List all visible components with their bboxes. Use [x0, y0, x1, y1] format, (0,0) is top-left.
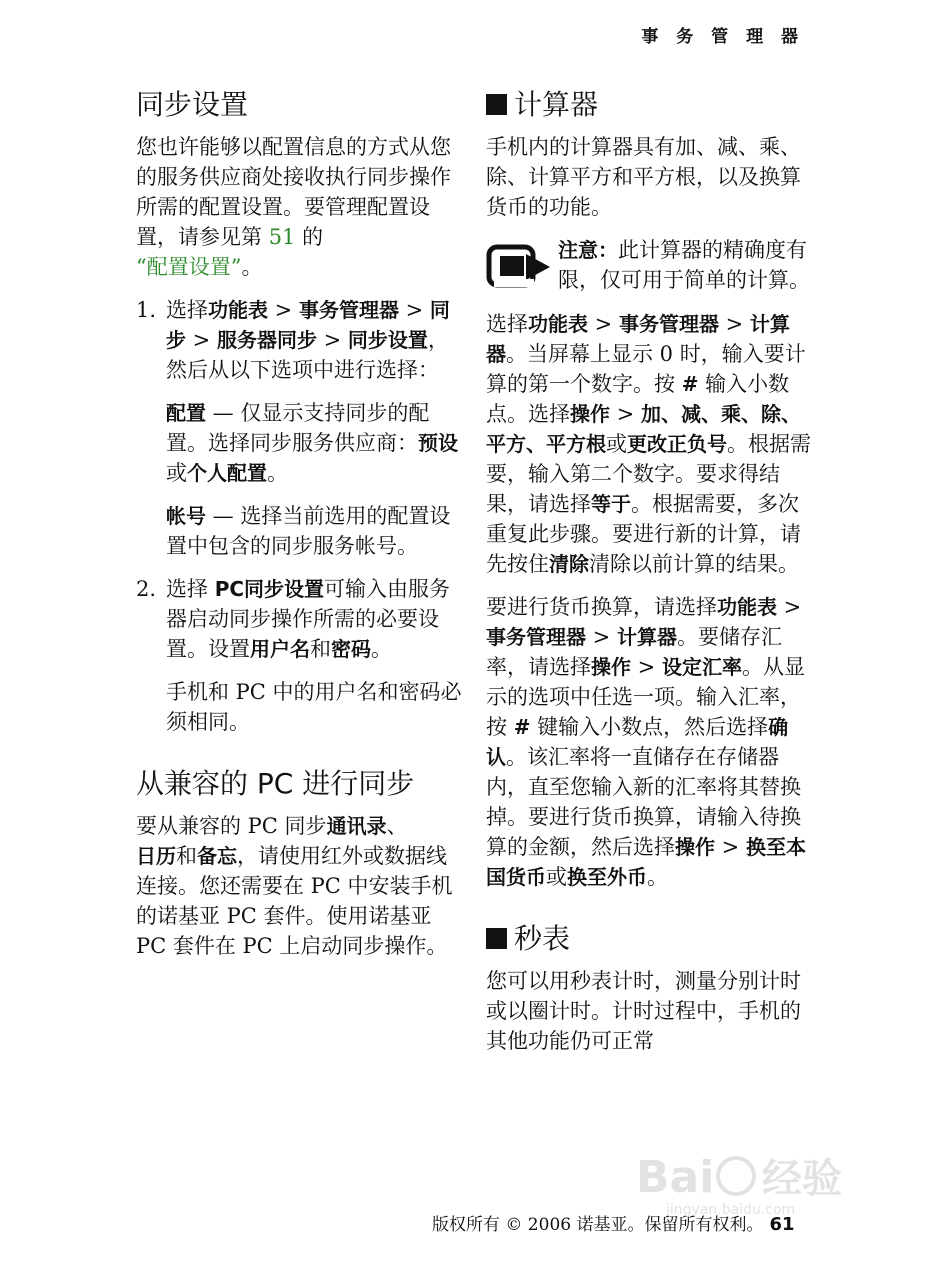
- step-2-note: 手机和 PC 中的用户名和密码必须相同。: [166, 680, 462, 734]
- copyright-text: 版权所有 © 2006 诺基亚。保留所有权利。: [432, 1215, 764, 1235]
- calculator-heading: 计算器: [486, 86, 816, 124]
- note-label: 注意：: [558, 238, 618, 262]
- running-header: 事 务 管 理 器: [641, 27, 804, 47]
- currency-conversion: 要进行货币换算，请选择功能表 > 事务管理器 > 计算器。要储存汇率，请选择操作 > 设定汇率。从显示的选项中任选一项。输入汇率，按 # 键输入小数点，然后选择确认。该汇率将一直储存在存储器内，直至您输入新的汇率将其替换掉。要进行货币换算，请输入待换算的金额，然后选择操作 > 换至本国货币或换至外币。: [486, 595, 806, 889]
- calculator-note: [486, 235, 816, 295]
- sync-term: 同步: [166, 298, 450, 352]
- step-number: 2.: [136, 577, 157, 601]
- step-number: 1.: [136, 298, 157, 322]
- option-config: 配置 — 仅显示支持同步的配置。选择同步服务供应商：预设或个人配置。: [166, 401, 458, 485]
- option-account: 帐号 — 选择当前选用的配置设置中包含的同步服务帐号。: [166, 504, 451, 558]
- pc-sync-text: 要从兼容的 PC 同步通讯录、 日历和备忘，请使用红外或数据线连接。您还需要在 PC 中安装手机的诺基亚 PC 套件。使用诺基亚 PC 套件在 PC 上启动同步操作。: [136, 814, 453, 958]
- right-column: [486, 86, 816, 1069]
- left-column: [136, 86, 466, 974]
- server-sync-term: 服务器同步: [216, 328, 317, 352]
- page-ref-link[interactable]: 51: [268, 225, 296, 249]
- svg-text:经验: 经验: [762, 1156, 842, 1202]
- sync-settings-term: 同步设置: [347, 328, 428, 352]
- page-number: 61: [769, 1214, 795, 1235]
- step-1: 1. 选择功能表 > 事务管理器 > 同步 > 服务器同步 > 同步设置，然后从以下选项中进行选择：: [136, 295, 466, 385]
- page-footer: [432, 1210, 795, 1235]
- sync-settings-heading: 同步设置: [136, 88, 249, 121]
- stopwatch-heading: 秒表: [486, 920, 816, 958]
- calculator-usage: 选择功能表 > 事务管理器 > 计算器。当屏幕上显示 0 时，输入要计算的第一个数字。按 # 输入小数点。选择操作 > 加、减、乘、除、平方、平方根或更改正负号。根据需要，输入第二个数字。要求得结果，请选择等于。根据需要，多次重复此步骤。要进行新的计算，请先按住清除清除以前计算的结果。: [486, 312, 811, 576]
- stopwatch-text: 您可以用秒表计时，测量分别计时或以圈计时。计时过程中，手机的其他功能仍可正常: [486, 969, 801, 1053]
- organizer-term: 事务管理器: [298, 298, 399, 322]
- pc-sync-heading: 从兼容的 PC 进行同步: [136, 767, 415, 800]
- section-square-icon: [486, 928, 507, 949]
- svg-text:jingyan.baidu.com: jingyan.baidu.com: [666, 1202, 796, 1218]
- config-settings-link[interactable]: “配置设置”: [136, 255, 242, 279]
- svg-text:Bai: Bai: [636, 1152, 715, 1203]
- section-square-icon: [486, 94, 507, 115]
- calculator-intro: 手机内的计算器具有加、减、乘、除、计算平方和平方根，以及换算货币的功能。: [486, 135, 801, 219]
- sync-settings-intro: 您也许能够以配置信息的方式从您的服务供应商处接收执行同步操作所需的配置设置。要管理配置设置，请参见第 51 的 “配置设置”。: [136, 135, 451, 279]
- note-text: 此计算器的精确度有限，仅可用于简单的计算。: [558, 238, 810, 292]
- baidu-watermark-logo: [636, 1148, 870, 1218]
- step-2: 2. 选择 PC同步设置可输入由服务器启动同步操作所需的必要设置。设置用户名和密码。: [136, 574, 466, 664]
- note-hand-icon: [486, 243, 558, 291]
- menu-term: 功能表: [208, 298, 268, 322]
